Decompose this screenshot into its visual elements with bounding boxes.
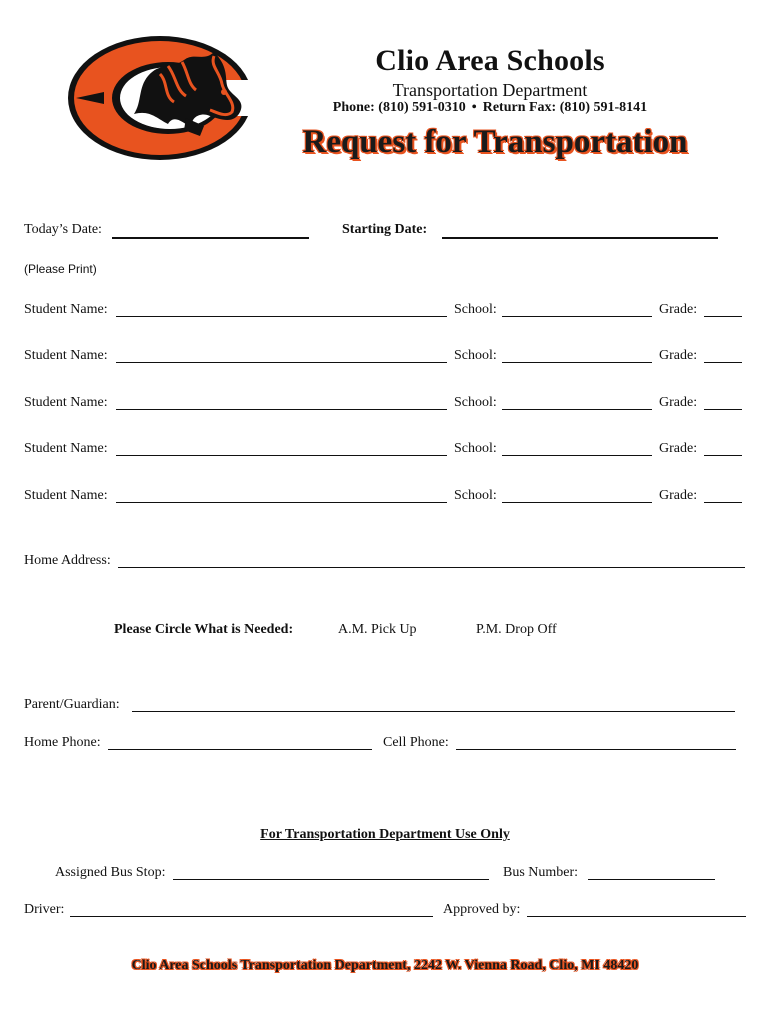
school-name: Clio Area Schools [375, 44, 605, 77]
bus-number-label: Bus Number: [503, 865, 579, 880]
circle-prompt: Please Circle What is Needed: [114, 622, 294, 637]
grade-label: Grade: [659, 302, 698, 317]
home-phone-field[interactable] [108, 749, 372, 750]
school-field[interactable] [502, 362, 652, 363]
student-name-label: Student Name: [24, 348, 108, 363]
parent-guardian-label: Parent/Guardian: [24, 697, 120, 712]
bus-stop-label: Assigned Bus Stop: [55, 865, 166, 880]
school-label: School: [454, 348, 497, 363]
student-name-label: Student Name: [24, 488, 108, 503]
school-field[interactable] [502, 455, 652, 456]
grade-label: Grade: [659, 488, 698, 503]
grade-field[interactable] [704, 316, 742, 317]
am-pickup-option[interactable]: A.M. Pick Up [338, 622, 417, 637]
form-title: Request for Transportation [302, 124, 688, 160]
home-phone-label: Home Phone: [24, 735, 101, 750]
starting-date-field[interactable] [442, 237, 718, 239]
school-label: School: [454, 441, 497, 456]
footer-address: Clio Area Schools Transportation Department, 2242 W. Vienna Road, Clio, MI 48420 [131, 958, 639, 973]
approved-by-field[interactable] [527, 916, 746, 917]
grade-label: Grade: [659, 348, 698, 363]
bus-number-field[interactable] [588, 879, 715, 880]
student-name-label: Student Name: [24, 302, 108, 317]
office-use-heading: For Transportation Department Use Only [260, 827, 510, 842]
starting-date-label: Starting Date: [342, 222, 428, 237]
grade-label: Grade: [659, 441, 698, 456]
school-field[interactable] [502, 502, 652, 503]
school-label: School: [454, 488, 497, 503]
home-address-field[interactable] [118, 567, 745, 568]
bus-stop-field[interactable] [173, 879, 489, 880]
todays-date-field[interactable] [112, 237, 309, 239]
driver-label: Driver: [24, 902, 65, 917]
grade-field[interactable] [704, 455, 742, 456]
home-address-label: Home Address: [24, 553, 111, 568]
student-name-field[interactable] [116, 362, 447, 363]
fax-number: Return Fax: (810) 591-8141 [482, 100, 648, 115]
mustang-horse-logo-icon [64, 32, 260, 166]
school-label: School: [454, 302, 497, 317]
school-field[interactable] [502, 409, 652, 410]
school-field[interactable] [502, 316, 652, 317]
parent-guardian-field[interactable] [132, 711, 735, 712]
print-note: (Please Print) [24, 262, 97, 276]
student-name-field[interactable] [116, 502, 447, 503]
student-name-field[interactable] [116, 316, 447, 317]
todays-date-label: Today’s Date: [24, 222, 102, 237]
cell-phone-label: Cell Phone: [383, 735, 449, 750]
student-name-label: Student Name: [24, 441, 108, 456]
phone-number: Phone: (810) 591-0310 [332, 100, 466, 115]
pm-dropoff-option[interactable]: P.M. Drop Off [476, 622, 557, 637]
student-name-field[interactable] [116, 409, 447, 410]
student-name-label: Student Name: [24, 395, 108, 410]
separator-dot: • [471, 100, 477, 115]
approved-by-label: Approved by: [443, 902, 521, 917]
school-label: School: [454, 395, 497, 410]
cell-phone-field[interactable] [456, 749, 736, 750]
contact-line [280, 100, 700, 116]
grade-field[interactable] [704, 409, 742, 410]
grade-field[interactable] [704, 362, 742, 363]
grade-field[interactable] [704, 502, 742, 503]
department-name: Transportation Department [392, 80, 588, 100]
driver-field[interactable] [70, 916, 433, 917]
grade-label: Grade: [659, 395, 698, 410]
student-name-field[interactable] [116, 455, 447, 456]
